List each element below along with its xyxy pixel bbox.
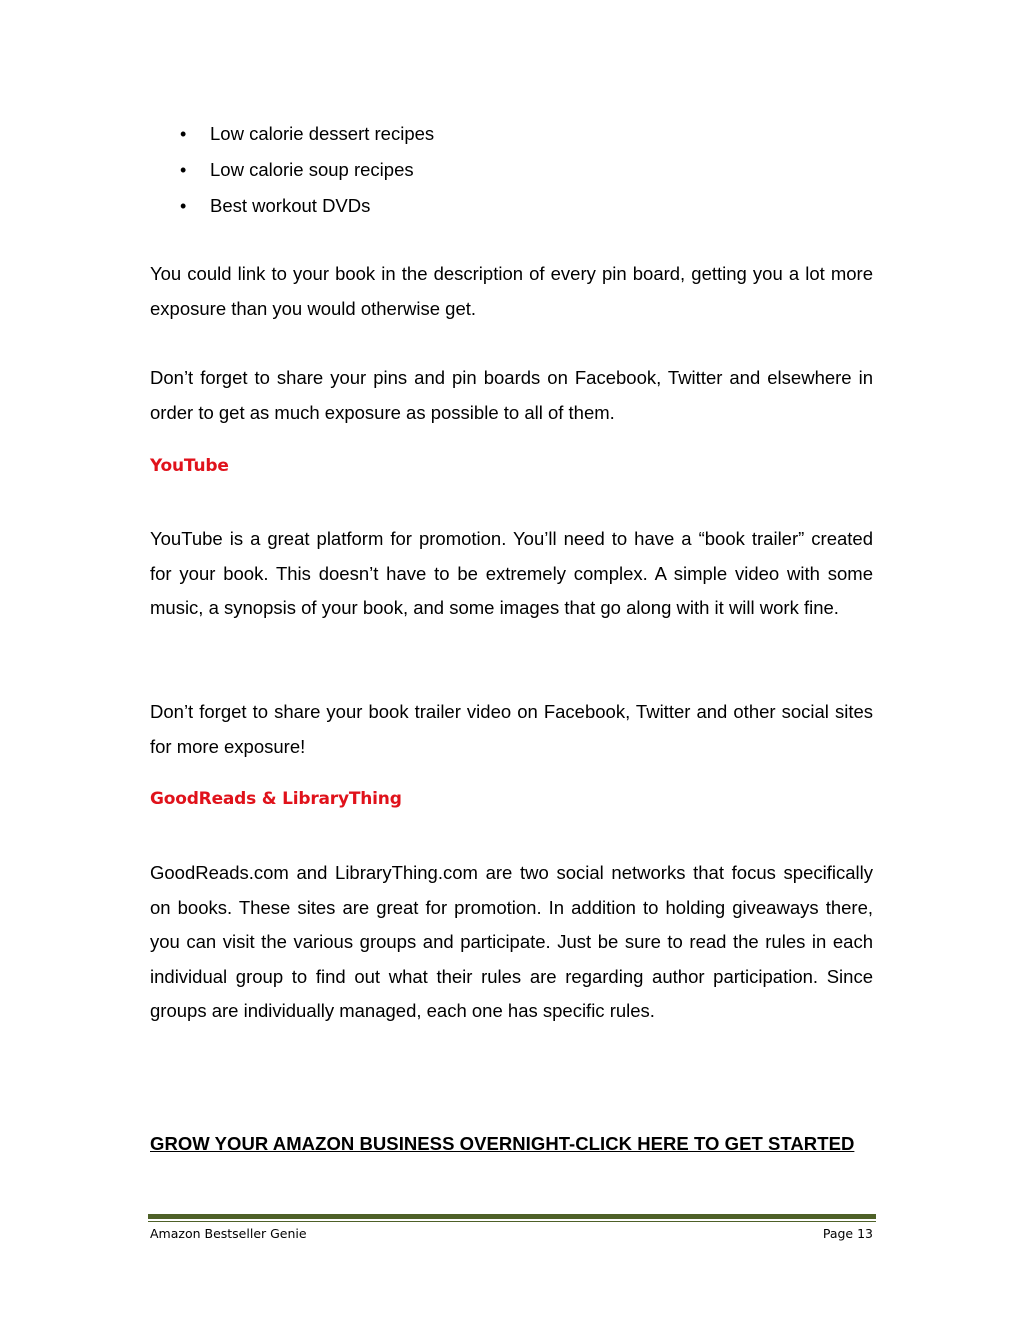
list-item [150,116,434,152]
paragraph-pin-link: You could link to your book in the description of every pin board, getting you a lot more exposure than you would otherwise get. [150,263,873,319]
bullet-list [150,116,434,224]
footer-divider-thin [148,1221,876,1222]
paragraph-goodreads: GoodReads.com and LibraryThing.com are two social networks that focus specifically on books. These sites are great for promotion. In addition to holding giveaways there, you can visit the various groups and participate. Just be sure to read the rules in each individual group to find out what their rules are regarding author participation. Since groups are individually managed, each one has specific rules. [150,862,873,1021]
paragraph-youtube-intro: YouTube is a great platform for promotion. You’ll need to have a “book trailer” created for your book. This doesn’t have to be extremely complex. A simple video with some music, a synopsis of your book, and some images that go along with it will work fine. [150,528,873,618]
bullet-text: Low calorie soup recipes [210,159,414,180]
list-item [150,152,434,188]
heading-youtube: YouTube [150,456,229,476]
paragraph-pin-share: Don’t forget to share your pins and pin boards on Facebook, Twitter and elsewhere in order to get as much exposure as possible to all of them. [150,367,873,423]
bullet-text: Best workout DVDs [210,195,371,216]
bullet-icon: • [180,160,187,180]
bullet-icon: • [180,196,187,216]
paragraph-youtube-share: Don’t forget to share your book trailer video on Facebook, Twitter and other social sites for more exposure! [150,701,873,757]
bullet-text: Low calorie dessert recipes [210,123,435,144]
cta-link[interactable]: GROW YOUR AMAZON BUSINESS OVERNIGHT-CLICK HERE TO GET STARTED [150,1133,855,1154]
page-number: Page 13 [822,1226,873,1241]
bullet-icon: • [180,124,187,144]
footer-divider-thick [148,1214,876,1219]
list-item [150,188,434,224]
heading-goodreads: GoodReads & LibraryThing [150,789,402,809]
footer-title: Amazon Bestseller Genie [150,1226,307,1241]
footer-divider [148,1214,876,1222]
